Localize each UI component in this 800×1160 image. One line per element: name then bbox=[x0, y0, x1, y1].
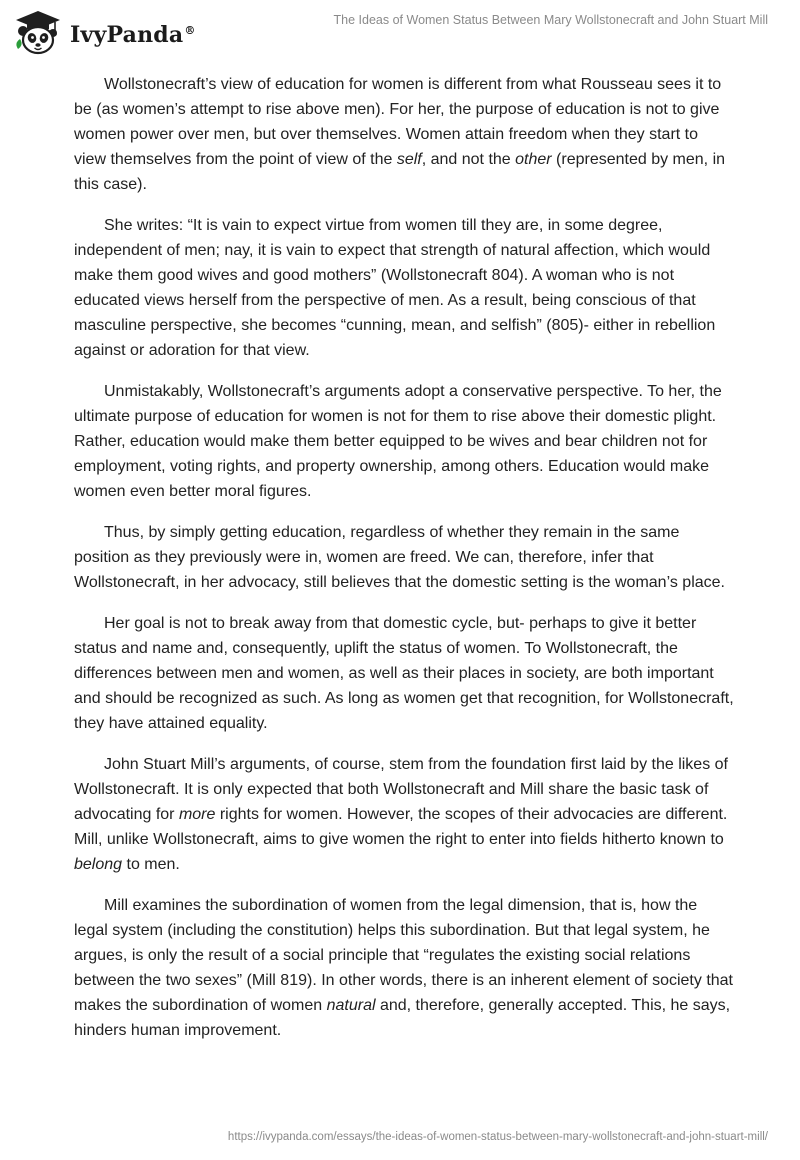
panda-graduate-icon bbox=[12, 9, 64, 55]
emphasis-text: natural bbox=[326, 997, 376, 1014]
paragraph bbox=[74, 520, 734, 595]
logo-text: IvyPanda® bbox=[70, 22, 196, 48]
paragraph-text: She writes: “It is vain to expect virtue from women till they are, in some degree, independent of men; nay, it is vain to expect that strength of natural affection, which would make them good wives and good mothers” (Wollstonecraft 804). A woman who is not educated views herself from the perspective of men. As a result, being conscious of that masculine perspective, she becomes “cunning, mean, and selfish” (805)- either in rebellion against or adoration for that view. bbox=[74, 217, 716, 359]
paragraph-text: Thus, by simply getting education, regardless of whether they remain in the same position as they previously were in, women are freed. We can, therefore, infer that Wollstonecraft, in her advocacy, still believes that the domestic setting is the woman’s place. bbox=[74, 524, 725, 591]
paragraph-text: Her goal is not to break away from that domestic cycle, but- perhaps to give it better status and name and, consequently, uplift the status of women. To Wollstonecraft, the differences between men and women, as well as their places in society, are both important and should be recognized as such. As long as women get that recognition, for Wollstonecraft, they have attained equality. bbox=[74, 615, 734, 732]
essay-body bbox=[74, 72, 734, 1059]
paragraph-text: Unmistakably, Wollstonecraft’s arguments adopt a conservative perspective. To her, the ultimate purpose of education for women is not for them to rise above their domestic plight. Rather, education would make them better equipped to be wives and bear children not for employment, voting rights, and property ownership, among others. Education would make women even better moral figures. bbox=[74, 383, 722, 500]
paragraph bbox=[74, 611, 734, 736]
paragraph-text: (represented by men, in this case). bbox=[74, 151, 726, 193]
emphasis-text: more bbox=[178, 806, 216, 823]
paragraph-text: Mill examines the subordination of women from the legal dimension, that is, how the legal system (including the constitution) helps this subordination. But that legal system, he argues, is only the result of a social principle that “regulates the existing social relations between the two sexes” (Mill 819). In other words, there is an inherent element of society that makes the subordination of women bbox=[74, 897, 733, 1014]
paragraph-text: to men. bbox=[122, 856, 180, 873]
paragraph bbox=[74, 752, 734, 877]
paragraph-text: John Stuart Mill’s arguments, of course, stem from the foundation first laid by the likes of Wollstonecraft. It is only expected that both Wollstonecraft and Mill share the basic task of advocating for bbox=[74, 756, 728, 823]
emphasis-text: other bbox=[515, 151, 552, 168]
page-header bbox=[0, 0, 800, 60]
ivypanda-logo[interactable] bbox=[12, 8, 232, 56]
paragraph-text: , and not the bbox=[421, 151, 516, 168]
source-url[interactable]: https://ivypanda.com/essays/the-ideas-of-women-status-between-mary-wollstonecraft-and-john-stuart-mill/ bbox=[227, 1131, 768, 1143]
paragraph bbox=[74, 893, 734, 1043]
paragraph-text: and, therefore, generally accepted. This, he says, hinders human improvement. bbox=[74, 997, 731, 1039]
paragraph bbox=[74, 213, 734, 363]
paragraph bbox=[74, 72, 734, 197]
document-title: The Ideas of Women Status Between Mary Wollstonecraft and John Stuart Mill bbox=[333, 13, 768, 27]
paragraph-text: Wollstonecraft’s view of education for women is different from what Rousseau sees it to be (as women’s attempt to rise above men). For her, the purpose of education is not to give women power over men, but over themselves. Women attain freedom when they start to view themselves from the point of view of the bbox=[74, 76, 722, 168]
paragraph bbox=[74, 379, 734, 504]
paragraph-text: rights for women. However, the scopes of their advocacies are different. Mill, unlike Wollstonecraft, aims to give women the right to enter into fields hitherto known to bbox=[74, 806, 728, 848]
emphasis-text: self bbox=[396, 151, 422, 168]
emphasis-text: belong bbox=[74, 856, 123, 873]
